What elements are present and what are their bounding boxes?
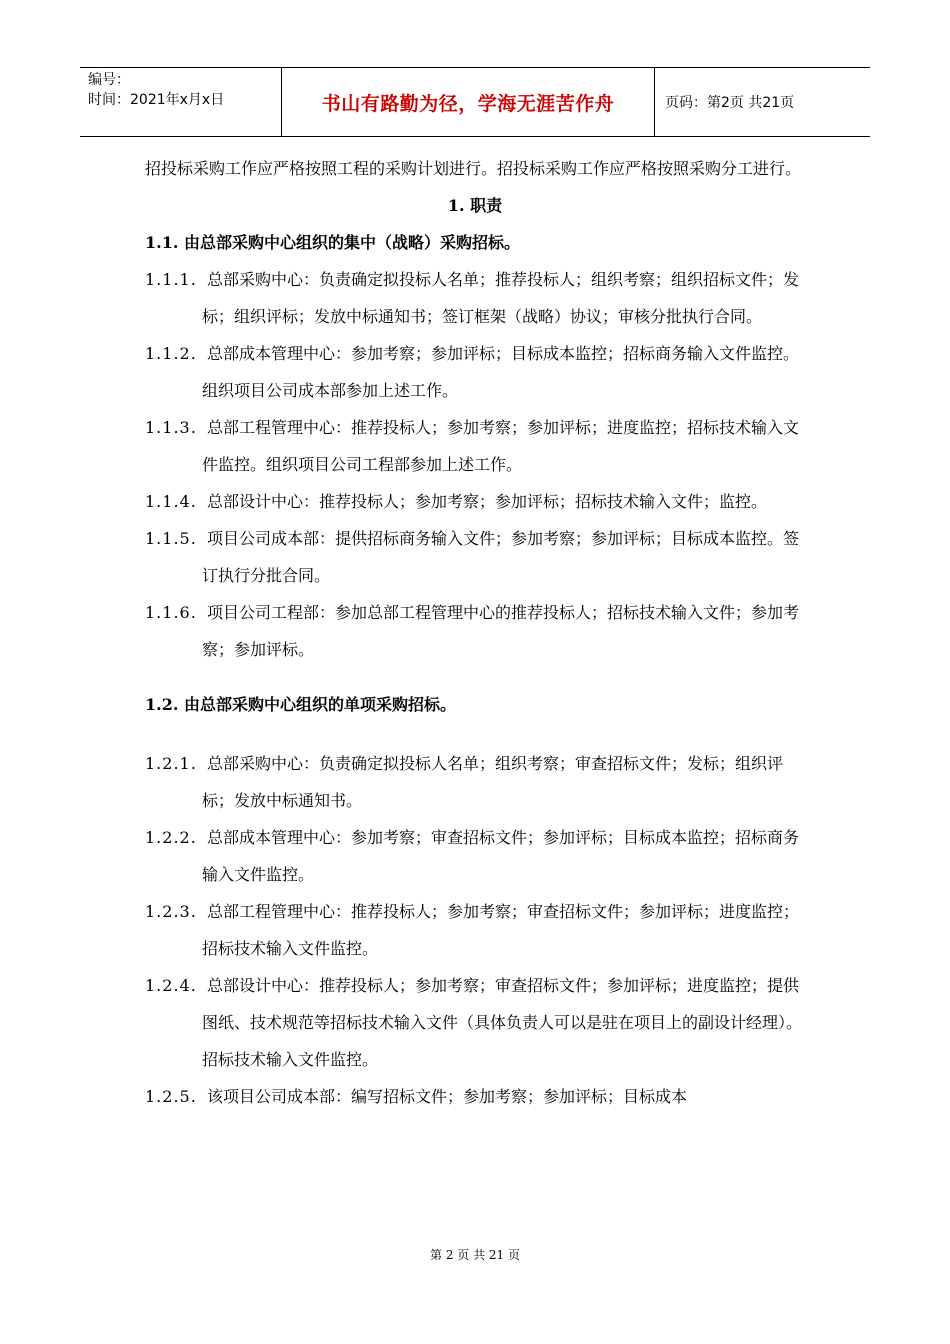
list-item bbox=[145, 893, 805, 967]
item-text: 总部采购中心：负责确定拟投标人名单；推荐投标人；组织考察；组织招标文件；发标；组织评标；发放中标通知书；签订框架（战略）协议；审核分批执行合同。 bbox=[202, 270, 799, 326]
item-text: 该项目公司成本部：编写招标文件；参加考察；参加评标；目标成本 bbox=[206, 1087, 687, 1106]
item-number: 1.1.5. bbox=[145, 529, 197, 548]
spacer bbox=[145, 668, 805, 686]
item-number: 1.2.2. bbox=[145, 828, 197, 847]
page-header bbox=[80, 67, 870, 137]
item-number: 1.2.5. bbox=[145, 1087, 197, 1106]
item-number: 1.1.3. bbox=[145, 418, 197, 437]
list-item bbox=[145, 335, 805, 409]
item-number: 1.2.1. bbox=[145, 754, 197, 773]
list-item bbox=[145, 261, 805, 335]
header-meta bbox=[80, 68, 282, 136]
header-number-label: 编号： bbox=[88, 72, 130, 88]
list-item bbox=[145, 594, 805, 668]
item-text: 总部采购中心：负责确定拟投标人名单；组织考察；审查招标文件；发标；组织评标；发放中标通知书。 bbox=[202, 754, 783, 810]
list-item bbox=[145, 520, 805, 594]
list-item bbox=[145, 1078, 805, 1115]
item-number: 1.2.3. bbox=[145, 902, 197, 921]
subsection-title-1-2: 1.2. 由总部采购中心组织的单项采购招标。 bbox=[145, 695, 456, 714]
section-title: 1. 职责 bbox=[447, 196, 503, 215]
item-number: 1.1.4. bbox=[145, 492, 197, 511]
item-text: 总部工程管理中心：推荐投标人；参加考察；参加评标；进度监控；招标技术输入文件监控。组织项目公司工程部参加上述工作。 bbox=[202, 418, 799, 474]
item-text: 项目公司成本部：提供招标商务输入文件；参加考察；参加评标；目标成本监控。签订执行分批合同。 bbox=[202, 529, 799, 585]
intro-paragraph: 招投标采购工作应严格按照工程的采购计划进行。招投标采购工作应严格按照采购分工进行。 bbox=[145, 159, 802, 178]
item-text: 总部成本管理中心：参加考察；审查招标文件；参加评标；目标成本监控；招标商务输入文件监控。 bbox=[202, 828, 799, 884]
list-item bbox=[145, 409, 805, 483]
document-body bbox=[145, 150, 805, 1115]
item-text: 总部工程管理中心：推荐投标人；参加考察；审查招标文件；参加评标；进度监控；招标技术输入文件监控。 bbox=[202, 902, 799, 958]
item-number: 1.1.6. bbox=[145, 603, 197, 622]
page-footer: 第 2 页 共 21 页 bbox=[430, 1248, 520, 1262]
item-text: 总部设计中心：推荐投标人；参加考察；参加评标；招标技术输入文件；监控。 bbox=[206, 492, 767, 511]
item-text: 项目公司工程部：参加总部工程管理中心的推荐投标人；招标技术输入文件；参加考察；参加评标。 bbox=[202, 603, 799, 659]
item-number: 1.1.1. bbox=[145, 270, 197, 289]
spacer bbox=[145, 723, 805, 745]
header-date: 时间：2021年x月x日 bbox=[88, 92, 225, 108]
subsection-title-1-1: 1.1. 由总部采购中心组织的集中（战略）采购招标。 bbox=[145, 233, 520, 252]
list-item bbox=[145, 819, 805, 893]
item-number: 1.1.2. bbox=[145, 344, 197, 363]
item-number: 1.2.4. bbox=[145, 976, 197, 995]
list-item bbox=[145, 967, 805, 1078]
list-item bbox=[145, 483, 805, 520]
item-text: 总部成本管理中心：参加考察；参加评标；目标成本监控；招标商务输入文件监控。组织项目公司成本部参加上述工作。 bbox=[202, 344, 799, 400]
header-page-info: 页码：第2页 共21页 bbox=[665, 95, 795, 111]
header-motto: 书山有路勤为径，学海无涯苦作舟 bbox=[282, 68, 655, 136]
list-item bbox=[145, 745, 805, 819]
item-text: 总部设计中心：推荐投标人；参加考察；审查招标文件；参加评标；进度监控；提供图纸、技术规范等招标技术输入文件（具体负责人可以是驻在项目上的副设计经理）。招标技术输入文件监控。 bbox=[202, 976, 803, 1069]
